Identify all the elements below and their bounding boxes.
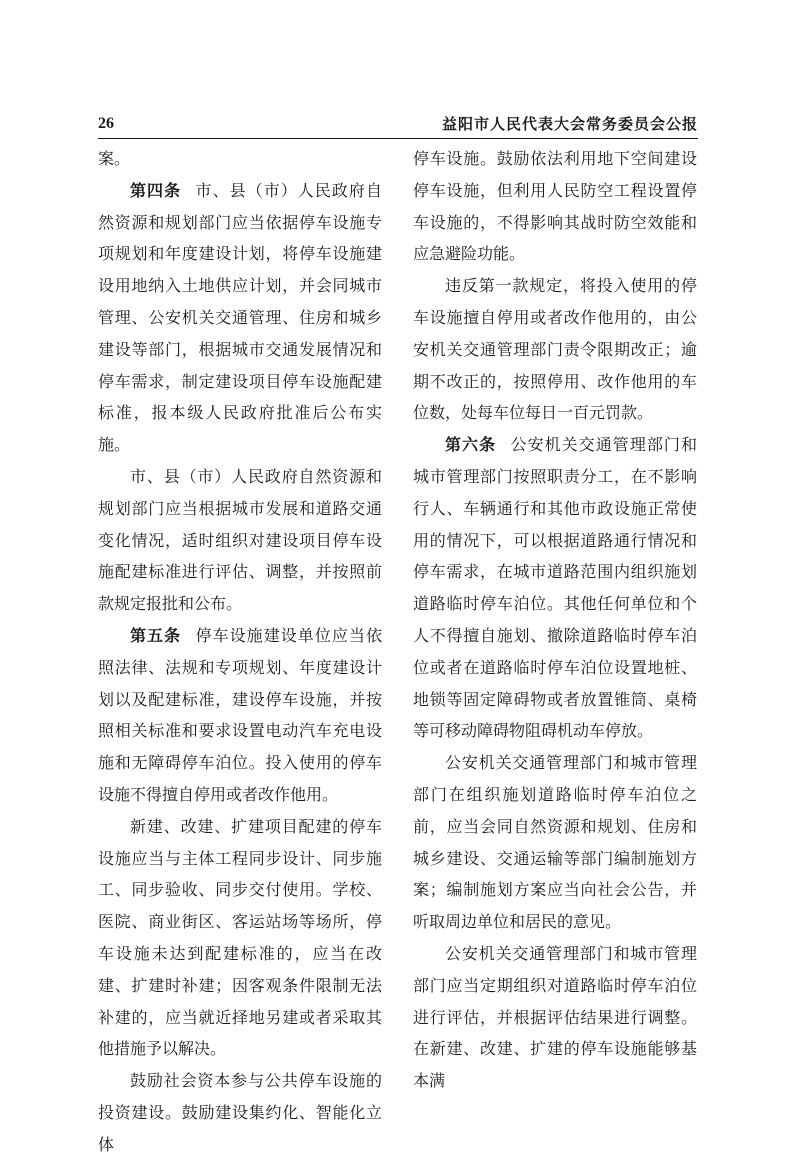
article-number: 第四条 [130, 180, 182, 200]
paragraph [413, 270, 697, 429]
right-column [413, 143, 697, 1097]
paragraph-text: 鼓励社会资本参与公共停车设施的投资建设。鼓励建设集约化、智能化立体 [98, 1071, 382, 1154]
paragraph [98, 175, 382, 461]
paragraph-text: 案。 [98, 149, 131, 168]
paragraph [98, 1065, 382, 1160]
paragraph [98, 620, 382, 811]
header-rule [98, 138, 698, 139]
paragraph [98, 143, 382, 175]
paragraph-text: 停车设施。鼓励依法利用地下空间建设停车设施，但利用人民防空工程设置停车设施的，不得影响其战时防空效能和应急避险功能。 [413, 149, 697, 264]
paragraph-text: 新建、改建、扩建项目配建的停车设施应当与主体工程同步设计、同步施工、同步验收、同步交付使用。学校、医院、商业街区、客运站场等场所，停车设施未达到配建标准的，应当在改建、扩建时补建；因客观条件限制无法补建的，应当就近择地另建或者采取其他措施予以解决。 [98, 816, 382, 1059]
page-number: 26 [98, 115, 114, 132]
left-column [98, 143, 382, 1161]
paragraph-text: 违反第一款规定，将投入使用的停车设施擅自停用或者改作他用的，由公安机关交通管理部门责令限期改正；逾期不改正的，按照停用、改作他用的车位数，处每车位每日一百元罚款。 [413, 276, 697, 423]
journal-title: 益阳市人民代表大会常务委员会公报 [441, 115, 698, 133]
paragraph-text: 市、县（市）人民政府自然资源和规划部门应当依据停车设施专项规划和年度建设计划，将停车设施建设用地纳入土地供应计划，并会同城市管理、公安机关交通管理、住房和城乡建设等部门，根据城市交通发展情况和停车需求，制定建设项目停车设施配建标准，报本级人民政府批准后公布实施。 [98, 180, 382, 455]
paragraph-text: 公安机关交通管理部门和城市管理部门按照职责分工，在不影响行人、车辆通行和其他市政设施正常使用的情况下，可以根据道路通行情况和停车需求，在城市道路范围内组织施划道路临时停车泊位。其他任何单位和个人不得擅自施划、撤除道路临时停车泊位或者在道路临时停车泊位设置地桩、地锁等固定障碍物或者放置锥筒、桌椅等可移动障碍物阻碍机动车停放。 [413, 435, 697, 741]
paragraph-text: 公安机关交通管理部门和城市管理部门应当定期组织对道路临时停车泊位进行评估，并根据评估结果进行调整。在新建、改建、扩建的停车设施能够基本满 [413, 943, 697, 1091]
paragraph [98, 811, 382, 1065]
paragraph [413, 429, 697, 747]
paragraph-text: 公安机关交通管理部门和城市管理部门在组织施划道路临时停车泊位之前，应当会同自然资源和规划、住房和城乡建设、交通运输等部门编制施划方案；编制施划方案应当向社会公告，并听取周边单位和居民的意见。 [413, 753, 697, 932]
paragraph [413, 143, 697, 270]
paragraph [413, 938, 697, 1097]
paragraph [413, 747, 697, 938]
paragraph-text: 停车设施建设单位应当依照法律、法规和专项规划、年度建设计划以及配建标准，建设停车设施，并按照相关标准和要求设置电动汽车充电设施和无障碍停车泊位。投入使用的停车设施不得擅自停用或者改作他用。 [98, 625, 382, 804]
page-header [98, 113, 698, 135]
paragraph-text: 市、县（市）人民政府自然资源和规划部门应当根据城市发展和道路交通变化情况，适时组织对建设项目停车设施配建标准进行评估、调整，并按照前款规定报批和公布。 [98, 466, 382, 614]
article-number: 第六条 [445, 435, 497, 455]
article-number: 第五条 [130, 625, 182, 645]
paragraph [98, 461, 382, 620]
